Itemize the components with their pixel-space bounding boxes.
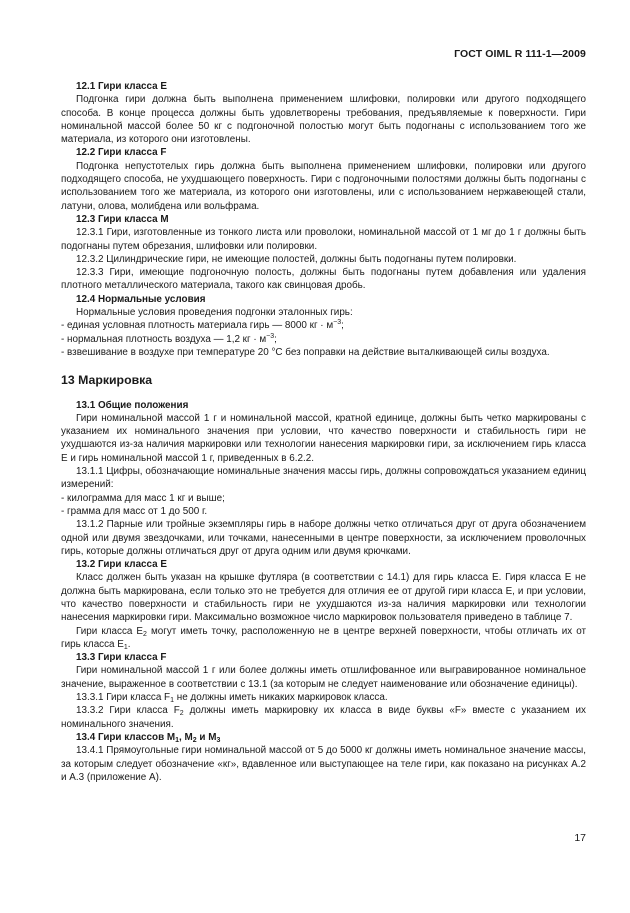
section-12-4-heading: 12.4 Нормальные условия [76, 293, 206, 305]
section-13-2-heading: 13.2 Гири класса Е [76, 559, 167, 571]
clause-12-3-2: 12.3.2 Цилиндрические гири, не имеющие полостей, должны быть подогнаны путем полировки. [76, 253, 517, 265]
document-id-header: ГОСТ OIML R 111-1—2009 [454, 48, 586, 60]
clause-12-3-1: 12.3.1 Гири, изготовленные из тонкого листа или проволоки, номинальной массой от 1 мг до 1 г должны быть подогнаны путем обрезания, шлифовки или полировки. [61, 227, 586, 252]
section-12-1-heading: 12.1 Гири класса Е [76, 81, 167, 92]
section-12-4-intro: Нормальные условия проведения подгонки эталонных гирь: [76, 307, 353, 319]
list-item-gram: - грамма для масс от 1 до 500 г. [61, 505, 208, 517]
section-13-3-text: Гири номинальной массой 1 г или более должны иметь отшлифованное или выгравированное номинальное значение, выраженное в соответствии с 13.1 (за которым не следует наименование или обозначение единицы). [61, 665, 586, 690]
clause-13-3-1: 13.3.1 Гири класса $F_1$ не должны иметь никаких маркировок класса. [76, 692, 388, 705]
section-13-3-heading: 13.3 Гири класса F [76, 652, 167, 664]
clause-13-1-2: 13.1.2 Парные или тройные экземпляры гирь в наборе должны четко отличаться друг от друга обозначением одной или двумя звездочками, или точками, нанесенными в центре поверхности, за исключением проволочных гирь, которые должны отличаться друг от друга одним или двумя крючками. [61, 519, 586, 557]
section-13-2-text: Класс должен быть указан на крышке футляра (в соответствии с 14.1) для гирь класса Е. Гиря класса Е не должна быть маркирована, если только это не требуется для отличия ее от другой гири класса Е, и при условии, что качество поверхности и стабильность гири не ухудшаются из-за наличия маркировки или технологии нанесения маркировки гири. Максимально возможное число маркировок пользователя приведено в таблице 7. [61, 572, 586, 624]
section-12-2-heading: 12.2 Гири класса F [76, 147, 167, 159]
page-content [61, 80, 586, 784]
clause-13-1-1: 13.1.1 Цифры, обозначающие номинальные значения массы гирь, должны сопровождаться указанием единиц измерений: [61, 466, 586, 491]
section-13-1-text: Гири номинальной массой 1 г и номинальной массой, кратной единице, должны быть четко маркированы с указанием их номинального значения при условии, что качество поверхности и стабильность гири не ухудшаются из-за наличия маркировки или технологии нанесения маркировки гири, за исключением гирь класса Е и гирь номинальной массой 1 г, приведенных в 6.2.2. [61, 412, 586, 464]
list-item-weighing-conditions: - взвешивание в воздухе при температуре 20 °С без поправки на действие выталкивающей силы воздуха. [61, 346, 550, 358]
list-item-kilogram: - килограмма для масс 1 кг и выше; [61, 492, 225, 504]
section-12-3-heading: 12.3 Гири класса М [76, 213, 169, 225]
section-12-1-text: Подгонка гири должна быть выполнена применением шлифовки, полировки или другого подходящего способа. В конце процесса должны быть удовлетворены требования, предъявляемые к поверхности. Гири номинальной массой более 50 кг с подгоночной полостью могут быть подогнаны с использованием того же материала, из которого они изготовлены. [61, 94, 586, 146]
clause-12-3-3: 12.3.3 Гири, имеющие подгоночную полость, должны быть подогнаны путем добавления или удаления плотного металлического материала, такого как свинцовая дробь. [61, 267, 586, 292]
section-13-2-e2-text: Гири класса $Е_2$ могут иметь точку, расположенную не в центре верхней поверхности, чтобы отличать их от гирь класса $Е_1$. [61, 625, 586, 651]
clause-13-4-1: 13.4.1 Прямоугольные гири номинальной массой от 5 до 5000 кг должны иметь номинальное значение массы, за которым следует обозначение «кг», вдавленное или выступающее на теле гири, как показано на рисунках А.2 и А.3 (приложение А). [61, 745, 586, 783]
clause-13-3-2: 13.3.2 Гири класса $F_2$ должны иметь маркировку их класса в виде буквы «F» вместе с указанием их номинального значения. [61, 705, 586, 730]
section-13-heading: 13 Маркировка [61, 373, 153, 388]
section-12-2-text: Подгонка непустотелых гирь должна быть выполнена применением шлифовки, полировки или другого подходящего способа, не ухудшающего поверхность. Гири с подгоночными полостями должны быть подогнаны с использованием того же материала, из которого они изготовлены, или с использованием нержавеющей стали, латуни, олова, молибдена или вольфрама. [61, 160, 586, 212]
list-item-material-density: - единая условная плотность материала гирь — 8000 кг · $м^{-3}$; [61, 319, 344, 332]
section-13-4-heading: 13.4 Гири классов $М_1$, $М_2$ и $М_3$ [76, 731, 221, 744]
list-item-air-density: - нормальная плотность воздуха — 1,2 кг · $м^{-3}$; [61, 332, 277, 345]
page-number: 17 [574, 832, 586, 844]
section-13-1-heading: 13.1 Общие положения [76, 399, 189, 411]
